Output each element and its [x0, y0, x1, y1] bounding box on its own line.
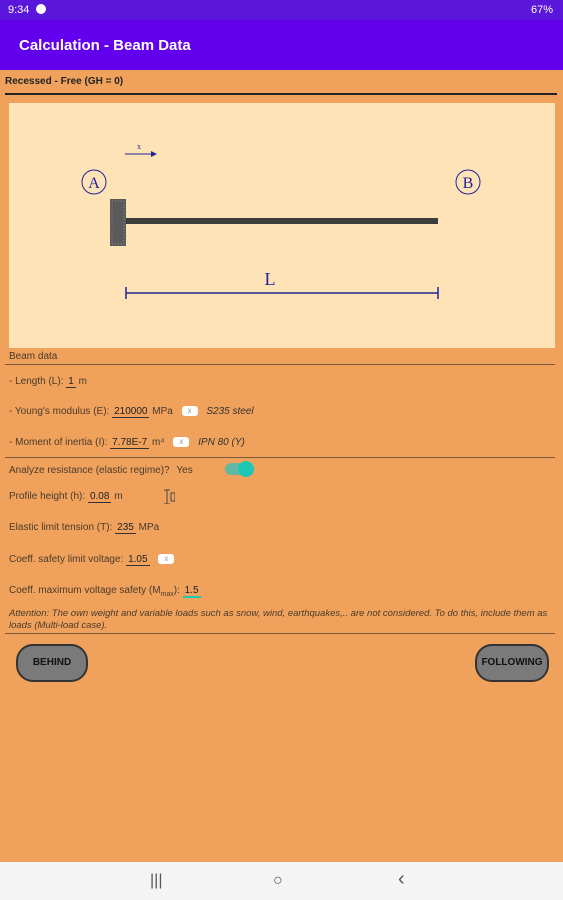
behind-button[interactable]: BEHIND: [16, 644, 88, 682]
node-a-label: A: [88, 175, 100, 192]
analyze-value: Yes: [176, 465, 193, 476]
profile-height-unit: m: [114, 491, 123, 502]
length-label: L: [264, 269, 276, 289]
toggle-knob: [238, 461, 254, 477]
max-safety-label: Coeff. maximum voltage safety (M: [9, 585, 161, 596]
following-button[interactable]: FOLLOWING: [475, 644, 549, 682]
length-input[interactable]: 1: [68, 376, 74, 387]
elastic-limit-input[interactable]: 235: [117, 522, 134, 533]
profile-height-input[interactable]: 0.08: [89, 491, 110, 502]
youngs-modulus-row: [9, 406, 254, 417]
inertia-unit: m⁴: [151, 437, 165, 448]
x-label: x: [137, 142, 141, 151]
app-bar: [0, 20, 563, 70]
home-icon[interactable]: ○: [273, 872, 283, 889]
elastic-limit-row: [9, 522, 159, 533]
back-icon[interactable]: ‹: [398, 868, 405, 890]
analyze-row: [9, 465, 193, 476]
battery-level: 67%: [530, 4, 553, 16]
length-row: [9, 376, 87, 387]
attention-note: Attention: The own weight and variable loads such as snow, wind, earthquakes,.. are not considered. To do this, include them as loads (Multi-load case).: [9, 608, 548, 631]
material-selector[interactable]: S235 steel: [206, 406, 254, 417]
inertia-divider: [5, 457, 555, 458]
max-safety-row: [9, 585, 201, 598]
beam-diagram: [9, 103, 555, 348]
safety-limit-row: [9, 554, 180, 565]
safety-limit-input[interactable]: 1.05: [128, 554, 148, 565]
profile-height-row: [9, 491, 123, 502]
safety-limit-label: Coeff. safety limit voltage:: [9, 554, 124, 565]
clear-material-button[interactable]: x: [182, 406, 198, 416]
page-title: Calculation - Beam Data: [19, 37, 191, 54]
profile-height-label: Profile height (h):: [9, 491, 86, 502]
navigation-bar: [0, 862, 563, 900]
section-divider: [5, 93, 557, 95]
clear-profile-button[interactable]: x: [173, 437, 189, 447]
elastic-limit-label: Elastic limit tension (T):: [9, 522, 113, 533]
youngs-label: - Young's modulus (E):: [9, 406, 110, 417]
profile-selector[interactable]: IPN 80 (Y): [198, 437, 245, 448]
max-safety-input[interactable]: 1.5: [184, 585, 199, 596]
analyze-label: Analyze resistance (elastic regime)?: [9, 465, 170, 476]
max-safety-label-end: ):: [173, 585, 180, 596]
youngs-input[interactable]: 210000: [114, 406, 148, 417]
max-safety-subscript: max: [160, 591, 174, 598]
x-arrow-head: [151, 151, 157, 157]
inertia-input[interactable]: 7.78E-7: [112, 437, 148, 448]
beam-data-header: Beam data: [9, 351, 58, 362]
section-title: Recessed - Free (GH = 0): [5, 76, 124, 87]
length-label: - Length (L):: [9, 376, 64, 387]
beam-data-divider: [5, 364, 555, 365]
elastic-limit-unit: MPa: [138, 522, 160, 533]
analyze-toggle[interactable]: [225, 463, 251, 475]
text-cursor-icon: [163, 488, 175, 504]
note-divider: [5, 633, 555, 634]
beam-diagram-svg: [9, 103, 555, 348]
status-bar: [0, 0, 563, 20]
recents-icon[interactable]: |||: [150, 872, 163, 889]
node-b-label: B: [462, 175, 474, 192]
inertia-row: [9, 437, 245, 448]
clear-safety-button[interactable]: x: [158, 554, 174, 564]
beam: [126, 218, 438, 224]
youngs-unit: MPa: [152, 406, 173, 417]
inertia-label: - Moment of inertia (I):: [9, 437, 108, 448]
notification-icon: [36, 4, 46, 14]
length-unit: m: [78, 376, 87, 387]
status-time: 9:34: [8, 4, 30, 16]
